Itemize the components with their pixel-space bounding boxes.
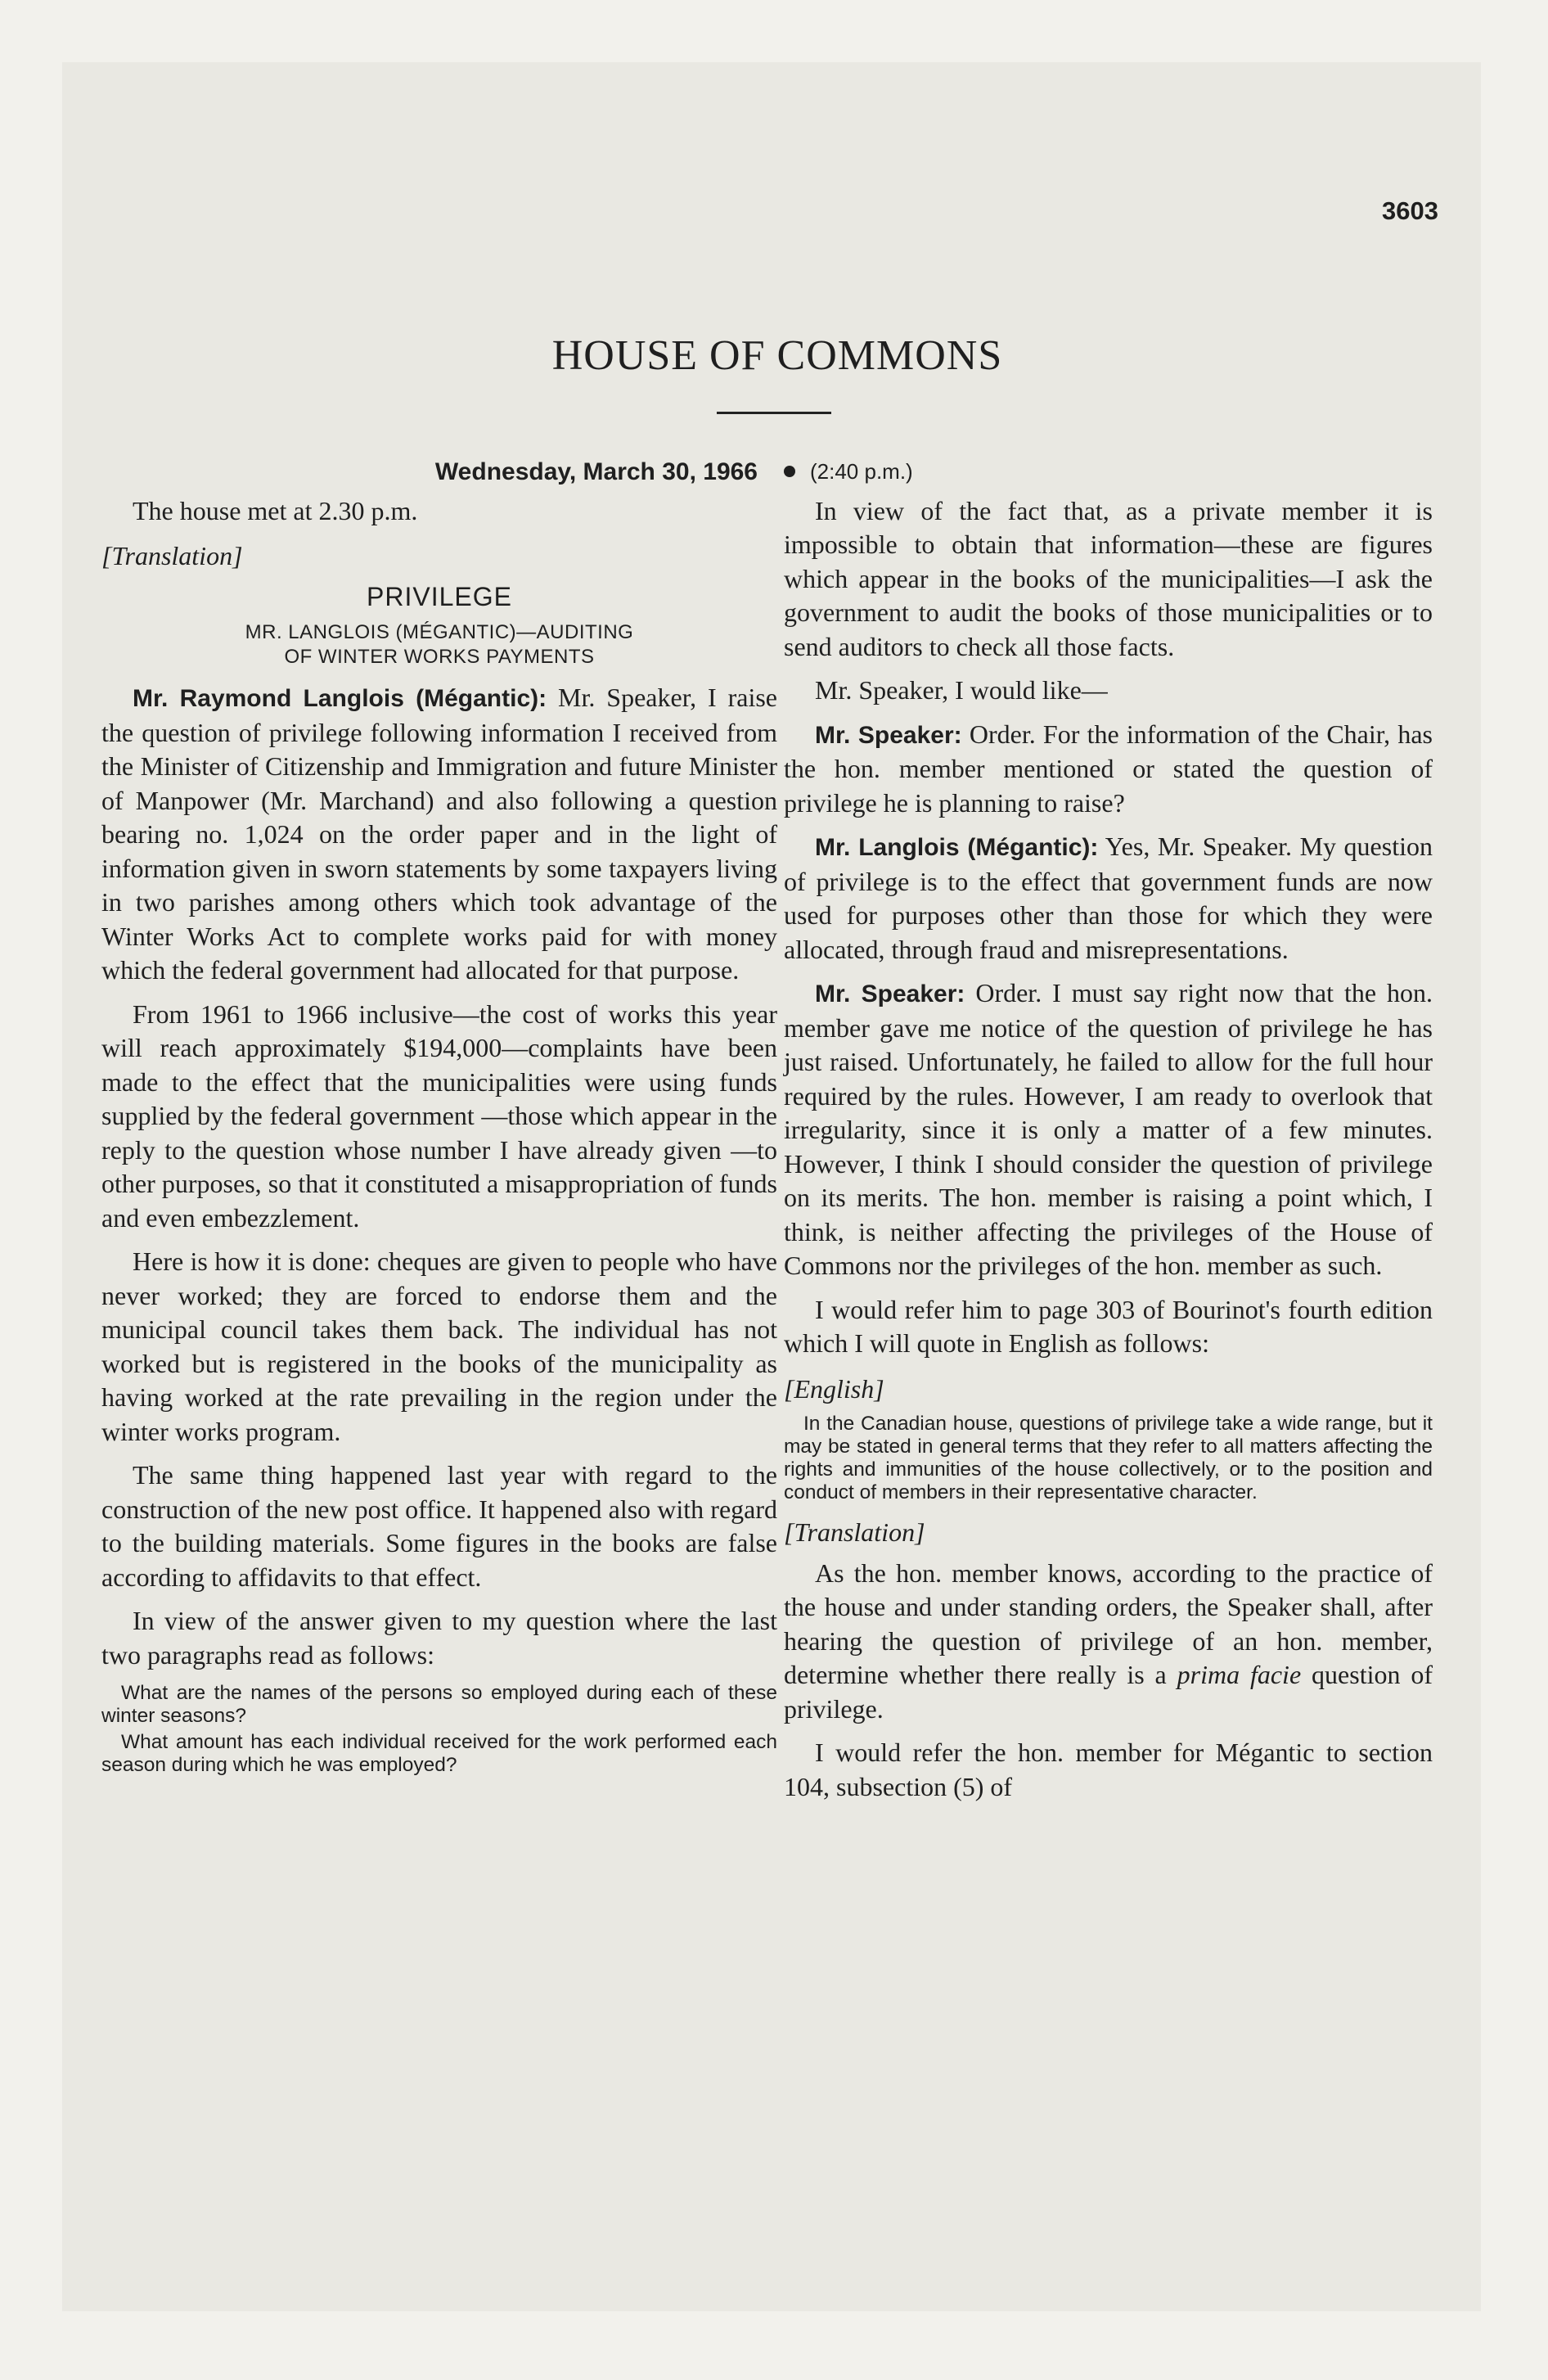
section-subheading [101,620,777,669]
quoted-question [101,1682,777,1777]
bourinot-quote [784,1413,1433,1504]
speech-paragraph [784,718,1433,821]
speech-text: question of privilege. [784,1660,1433,1724]
title-divider [717,412,831,414]
speech-paragraph: The same thing happened last year with regard to the construction of the new post office. It happened also with regard to the building materials. Some figures in the books are false according to affidavits to that effect. [101,1460,777,1592]
quote-paragraph: In the Canadian house, questions of privilege take a wide range, but it may be stated in general terms that they refer to all matters affecting the rights and immunities of the house collectively, or to the position and conduct of members in their representative character. [784,1413,1433,1503]
page-title: HOUSE OF COMMONS [551,332,1003,379]
latin-phrase: prima facie [1177,1660,1302,1689]
sitting-date: Wednesday, March 30, 1966 [434,458,758,485]
speech-paragraph: From 1961 to 1966 inclusive—the cost of works this year will reach approximately $194,000—complaints have been made to the effect that the municipalities were using funds supplied by the federal government —those which appear in the reply to the question whose number I have already given —to other purposes, so that it constituted a misappropriation of funds and even embezzlement. [101,998,777,1233]
subheading-line-2: OF WINTER WORKS PAYMENTS [284,646,595,668]
speech-paragraph: In view of the answer given to my question where the last two paragraphs read as follows: [101,1606,777,1670]
subheading-line-1: MR. LANGLOIS (MÉGANTIC)—AUDITING [245,621,634,643]
quote-paragraph: What are the names of the persons so employed during each of these winter seasons? [101,1682,777,1727]
right-column [784,455,1433,1814]
speech-paragraph: I would refer him to page 303 of Bourinot's fourth edition which I will quote in English as follows: [784,1294,1433,1358]
speech-paragraph [101,681,777,988]
speaker-name: Mr. Raymond Langlois (Mégantic): [133,685,547,712]
speech-paragraph: I would refer the hon. member for Mégantic to section 104, subsection (5) of [784,1738,1433,1801]
time-stamp-text: (2:40 p.m.) [810,459,913,484]
speech-text: Yes, Mr. Speaker. My question of privilege is to the effect that government funds are now used for purposes other than those for which they were allocated, through fraud and misrepresentations. [784,832,1433,964]
translation-marker: [Translation] [101,541,243,570]
section-heading: PRIVILEGE [367,581,512,611]
speech-paragraph: Here is how it is done: cheques are given to people who have never worked; they are forced to endorse them and the municipal council takes them back. The individual has not worked but is registered in the books of the municipality as having worked at the rate prevailing in the region under the winter works program. [101,1246,777,1446]
speech-text: As the hon. member knows, according to the practice of the house and under standing orders, the Speaker shall, after hearing the question of privilege of an hon. member, determine whether there really is a [784,1557,1433,1689]
speech-text: Order. I must say right now that the hon. member gave me notice of the question of privilege he has just raised. Unfortunately, he failed to allow for the full hour required by the rules. However, I am ready to overlook that irregularity, since it is only a matter of a few minutes. However, I think I should consider the question of privilege on its merits. The hon. member is raising a point which, I think, is neither affecting the privileges of the House of Commons nor the privileges of the hon. member as such. [784,978,1433,1280]
speech-paragraph [784,976,1433,1283]
speech-paragraph: In view of the fact that, as a private member it is impossible to obtain that information—these are figures which appear in the books of the municipalities—I ask the government to audit the books of those municipalities or to send auditors to check all those facts. [784,495,1433,661]
speaker-name: Mr. Speaker: [815,721,962,749]
time-stamp [784,455,1433,489]
speech-paragraph: Mr. Speaker, I would like— [815,675,1108,705]
speech-paragraph [784,1557,1433,1727]
speech-text: Order. For the information of the Chair, has the hon. member mentioned or stated the question of privilege he is planning to raise? [784,719,1433,818]
quote-paragraph: What amount has each individual received for the work performed each season during which he was employed? [101,1731,777,1776]
speaker-name: Mr. Speaker: [815,980,965,1007]
speaker-name: Mr. Langlois (Mégantic): [815,834,1099,861]
speech-paragraph [784,830,1433,967]
english-marker: [English] [784,1373,884,1404]
house-met-line: The house met at 2.30 p.m. [133,495,418,525]
page-number: 3603 [1382,196,1438,225]
left-column [101,455,777,1788]
bullet-icon [784,466,795,477]
speech-text: Mr. Speaker, I raise the question of privilege following information I received from the Minister of Citizenship and Immigration and future Minister of Manpower (Mr. Marchand) and also following a question bearing no. 1,024 on the order paper and in the light of information given in sworn statements by some taxpayers living in two parishes among others which took advantage of the Winter Works Act to complete works paid for with money which the federal government had allocated for that purpose. [101,683,777,985]
translation-marker: [Translation] [784,1517,925,1547]
